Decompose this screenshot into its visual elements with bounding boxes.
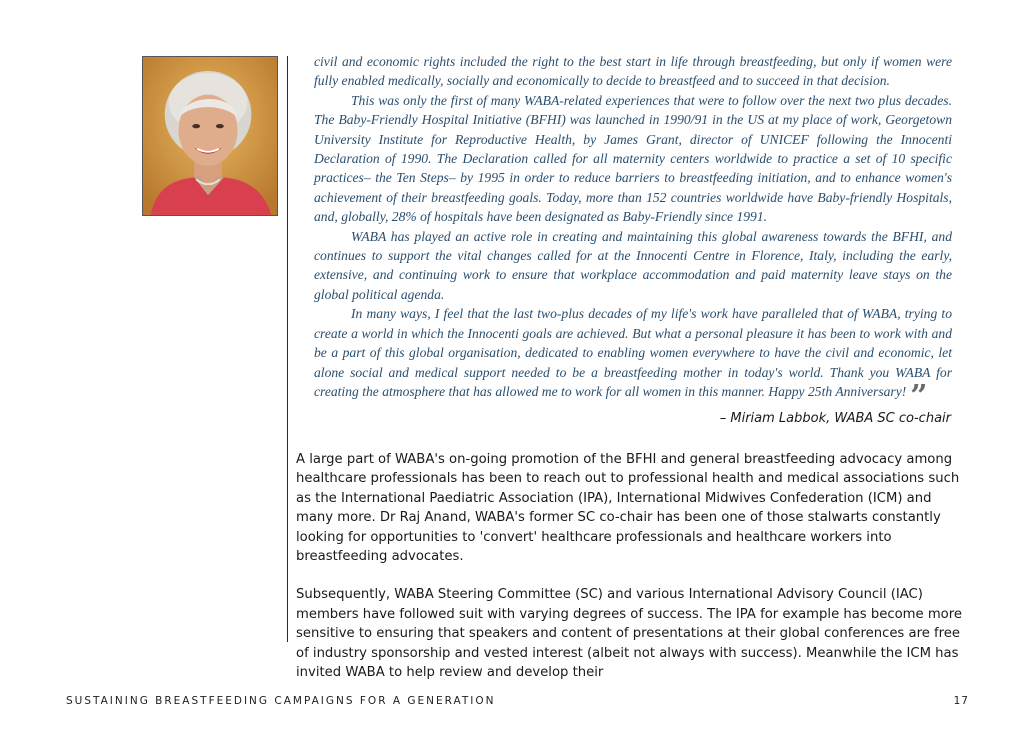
running-footer-title: SUSTAINING BREASTFEEDING CAMPAIGNS FOR A GENERATION — [66, 695, 496, 707]
closing-quote-mark-icon: ” — [910, 378, 928, 414]
quote-paragraph-last — [314, 304, 952, 414]
quote-paragraph: WABA has played an active role in creating and maintaining this global awareness towards the BFHI, and continues to support the vital changes called for at the Innocenti Centre in Florence, Italy, including the early, extensive, and continuing work to ensure that workplace accommodation and paid maternity leave stays on the global political agenda. — [314, 228, 952, 302]
body-paragraph: A large part of WABA's on-going promotion of the BFHI and general breastfeeding advocacy among healthcare professionals has been to reach out to professional health and medical associations such as the International Paediatric Association (IPA), International Midwives Confederation (ICM) and many more. Dr Raj Anand, WABA's former SC co-chair has been one of those stalwarts constantly looking for opportunities to 'convert' healthcare professionals and healthcare workers into breastfeeding advocates. — [296, 452, 960, 565]
quote-paragraph-text: In many ways, I feel that the last two-plus decades of my life's work have paralleled that of WABA, trying to create a world in which the Innocenti goals are achieved. But what a personal pleasure it has been to work with and be a part of this global organisation, dedicated to enabling women everywhere to have the civil and economic, let alone social and medical support needed to be a breastfeeding mother in today's world. Thank you WABA for creating the atmosphere that has allowed me to work for all women in this manner. Happy 25th Anniversary! — [314, 306, 952, 399]
vertical-divider — [287, 56, 288, 642]
portrait-photo — [142, 56, 278, 216]
body-paragraph: Subsequently, WABA Steering Committee (SC) and various International Advisory Council (IAC) members have followed suit with varying degrees of success. The IPA for example has become more sensitive to ensuring that speakers and content of presentations at their global conferences are free of industry sponsorship and vested interest (albeit not always with success). Meanwhile the ICM has invited WABA to help review and develop their — [296, 587, 962, 681]
quote-paragraph: This was only the first of many WABA-related experiences that were to follow over the next two plus decades. The Baby-Friendly Hospital Initiative (BFHI) was launched in 1990/91 in the US at my place of work, Georgetown University Institute for Reproductive Health, by James Grant, director of UNICEF following the Innocenti Declaration of 1990. The Declaration called for all maternity centers worldwide to practice a set of 10 specific practices– the Ten Steps– by 1995 in order to reduce barriers to breastfeeding initiation, and to enhance women's achievement of their breastfeeding goals. Today, more than 152 countries worldwide have Baby-friendly Hospitals, and, globally, 28% of hospitals have been designated as Baby-Friendly since 1991. — [314, 92, 952, 225]
quote-attribution: – Miriam Labbok, WABA SC co-chair — [719, 411, 951, 426]
body-text — [296, 450, 972, 701]
testimonial-quote — [314, 52, 952, 414]
page-number: 17 — [953, 695, 969, 707]
quote-paragraph: civil and economic rights included the right to the best start in life through breastfeeding, but only if women were fully enabled medically, socially and economically to decide to breastfeed and to succeed in that decision. — [314, 54, 952, 89]
